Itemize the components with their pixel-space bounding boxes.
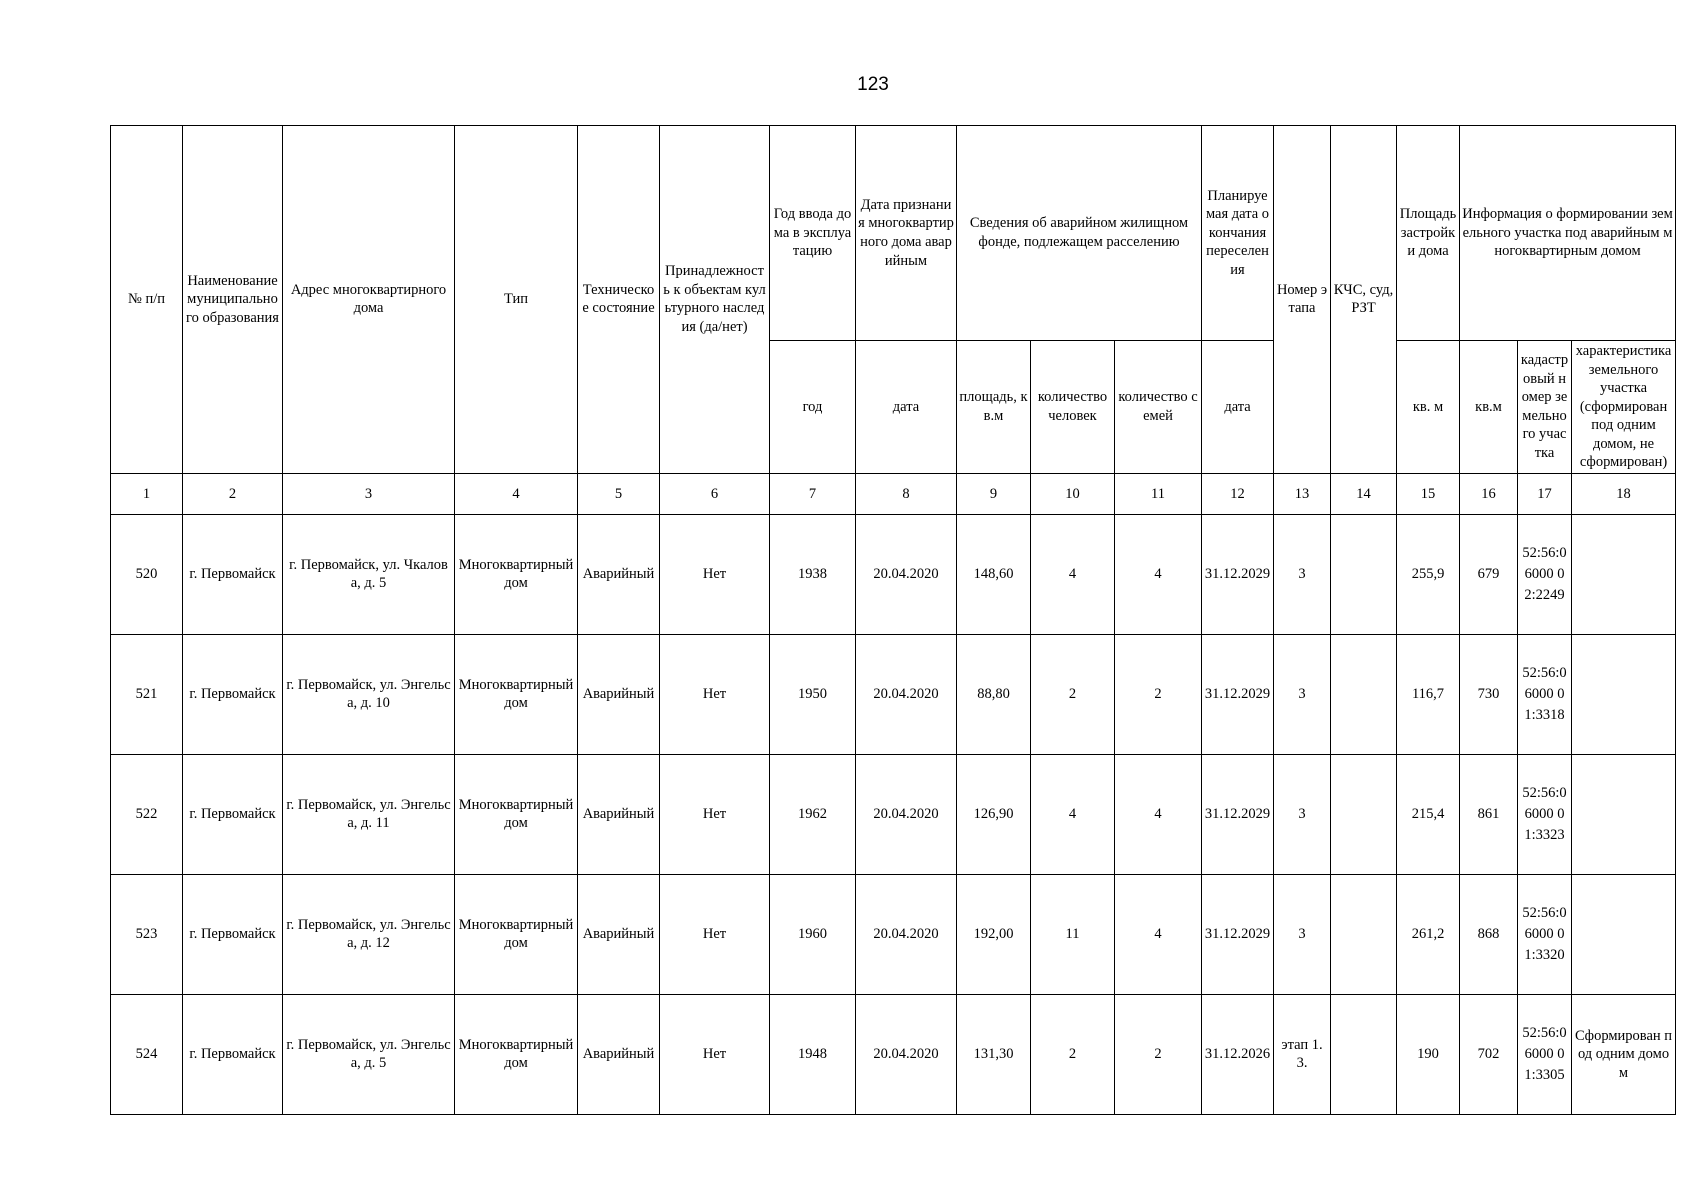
cell-kchs: [1331, 514, 1397, 634]
cell-stage: 3: [1274, 514, 1331, 634]
cell-state: Аварийный: [578, 994, 660, 1114]
cell-land-area: 679: [1460, 514, 1518, 634]
cell-date: 20.04.2020: [856, 514, 957, 634]
column-number: 17: [1518, 473, 1572, 514]
header-emergency-fund: Сведения об аварийном жилищном фонде, подлежащем расселению: [957, 126, 1202, 341]
cell-year: 1962: [770, 754, 856, 874]
cell-state: Аварийный: [578, 874, 660, 994]
cell-kchs: [1331, 874, 1397, 994]
cell-area: 126,90: [957, 754, 1031, 874]
cell-land-characteristic: [1572, 514, 1676, 634]
cell-address: г. Первомайск, ул. Чкалова, д. 5: [283, 514, 455, 634]
cell-address: г. Первомайск, ул. Энгельса, д. 5: [283, 994, 455, 1114]
column-number: 9: [957, 473, 1031, 514]
cell-build-area: 116,7: [1397, 634, 1460, 754]
subheader-land-area-unit: кв.м: [1460, 341, 1518, 474]
cell-kchs: [1331, 754, 1397, 874]
table-row: [111, 514, 1676, 634]
column-number: 11: [1115, 473, 1202, 514]
cell-heritage: Нет: [660, 634, 770, 754]
cell-people: 11: [1031, 874, 1115, 994]
cell-land-characteristic: [1572, 634, 1676, 754]
header-stage: Номер этапа: [1274, 126, 1331, 474]
cell-land-characteristic: [1572, 874, 1676, 994]
subheader-build-area-unit: кв. м: [1397, 341, 1460, 474]
cell-build-area: 190: [1397, 994, 1460, 1114]
cell-number: 520: [111, 514, 183, 634]
column-number: 7: [770, 473, 856, 514]
cell-number: 523: [111, 874, 183, 994]
cell-year: 1950: [770, 634, 856, 754]
column-number: 14: [1331, 473, 1397, 514]
table-row: [111, 754, 1676, 874]
header-kchs: КЧС, суд, РЗТ: [1331, 126, 1397, 474]
page-number: 123: [857, 74, 889, 95]
cell-municipality: г. Первомайск: [183, 994, 283, 1114]
cell-number: 524: [111, 994, 183, 1114]
header-heritage: Принадлежность к объектам культурного наследия (да/нет): [660, 126, 770, 474]
cell-heritage: Нет: [660, 754, 770, 874]
cell-date: 20.04.2020: [856, 754, 957, 874]
header-recognition-date: Дата признания многоквартирного дома аварийным: [856, 126, 957, 341]
cell-families: 4: [1115, 754, 1202, 874]
cell-municipality: г. Первомайск: [183, 874, 283, 994]
cell-area: 148,60: [957, 514, 1031, 634]
cell-cadastral: 52:56:06000 01:3323: [1518, 754, 1572, 874]
cell-kchs: [1331, 634, 1397, 754]
subheader-people: количество человек: [1031, 341, 1115, 474]
cell-families: 2: [1115, 994, 1202, 1114]
table-row: [111, 994, 1676, 1114]
cell-stage: 3: [1274, 874, 1331, 994]
cell-end-date: 31.12.2029: [1202, 874, 1274, 994]
cell-heritage: Нет: [660, 514, 770, 634]
cell-type: Многоквартирный дом: [455, 514, 578, 634]
cell-type: Многоквартирный дом: [455, 634, 578, 754]
cell-number: 522: [111, 754, 183, 874]
header-type: Тип: [455, 126, 578, 474]
cell-kchs: [1331, 994, 1397, 1114]
emergency-housing-table: [110, 125, 1676, 1115]
cell-number: 521: [111, 634, 183, 754]
cell-heritage: Нет: [660, 994, 770, 1114]
cell-land-characteristic: [1572, 754, 1676, 874]
column-number: 8: [856, 473, 957, 514]
cell-municipality: г. Первомайск: [183, 634, 283, 754]
cell-land-area: 730: [1460, 634, 1518, 754]
cell-cadastral: 52:56:06000 02:2249: [1518, 514, 1572, 634]
cell-end-date: 31.12.2029: [1202, 514, 1274, 634]
cell-type: Многоквартирный дом: [455, 994, 578, 1114]
cell-end-date: 31.12.2029: [1202, 754, 1274, 874]
column-number: 3: [283, 473, 455, 514]
subheader-year: год: [770, 341, 856, 474]
subheader-date: дата: [856, 341, 957, 474]
cell-municipality: г. Первомайск: [183, 754, 283, 874]
column-numbers-row: [111, 473, 1676, 514]
cell-people: 4: [1031, 754, 1115, 874]
cell-state: Аварийный: [578, 754, 660, 874]
header-number: № п/п: [111, 126, 183, 474]
cell-people: 2: [1031, 994, 1115, 1114]
cell-date: 20.04.2020: [856, 634, 957, 754]
column-number: 15: [1397, 473, 1460, 514]
cell-cadastral: 52:56:06000 01:3305: [1518, 994, 1572, 1114]
cell-area: 131,30: [957, 994, 1031, 1114]
column-number: 10: [1031, 473, 1115, 514]
cell-end-date: 31.12.2026: [1202, 994, 1274, 1114]
cell-date: 20.04.2020: [856, 994, 957, 1114]
column-number: 18: [1572, 473, 1676, 514]
cell-state: Аварийный: [578, 634, 660, 754]
column-number: 4: [455, 473, 578, 514]
cell-year: 1960: [770, 874, 856, 994]
cell-area: 88,80: [957, 634, 1031, 754]
cell-year: 1938: [770, 514, 856, 634]
cell-families: 2: [1115, 634, 1202, 754]
header-technical-state: Техническое состояние: [578, 126, 660, 474]
header-address: Адрес многоквартирного дома: [283, 126, 455, 474]
header-municipality: Наименование муниципального образования: [183, 126, 283, 474]
column-number: 16: [1460, 473, 1518, 514]
column-number: 12: [1202, 473, 1274, 514]
cell-people: 4: [1031, 514, 1115, 634]
cell-land-area: 861: [1460, 754, 1518, 874]
cell-stage: этап 1.3.: [1274, 994, 1331, 1114]
cell-cadastral: 52:56:06000 01:3318: [1518, 634, 1572, 754]
header-year: Год ввода дома в эксплуатацию: [770, 126, 856, 341]
subheader-families: количество семей: [1115, 341, 1202, 474]
column-number: 1: [111, 473, 183, 514]
cell-people: 2: [1031, 634, 1115, 754]
cell-stage: 3: [1274, 754, 1331, 874]
column-number: 5: [578, 473, 660, 514]
cell-type: Многоквартирный дом: [455, 874, 578, 994]
table-row: [111, 634, 1676, 754]
cell-cadastral: 52:56:06000 01:3320: [1518, 874, 1572, 994]
cell-families: 4: [1115, 514, 1202, 634]
cell-address: г. Первомайск, ул. Энгельса, д. 12: [283, 874, 455, 994]
header-land-info: Информация о формировании земельного участка под аварийным многоквартирным домом: [1460, 126, 1676, 341]
header-build-area: Площадь застройки дома: [1397, 126, 1460, 341]
cell-land-area: 702: [1460, 994, 1518, 1114]
cell-land-area: 868: [1460, 874, 1518, 994]
cell-end-date: 31.12.2029: [1202, 634, 1274, 754]
column-number: 2: [183, 473, 283, 514]
column-number: 13: [1274, 473, 1331, 514]
cell-stage: 3: [1274, 634, 1331, 754]
cell-year: 1948: [770, 994, 856, 1114]
subheader-area: площадь, кв.м: [957, 341, 1031, 474]
subheader-end-date: дата: [1202, 341, 1274, 474]
cell-state: Аварийный: [578, 514, 660, 634]
cell-municipality: г. Первомайск: [183, 514, 283, 634]
column-number: 6: [660, 473, 770, 514]
header-cadastral: кадастровый номер земельного участка: [1518, 341, 1572, 474]
table-row: [111, 874, 1676, 994]
cell-build-area: 215,4: [1397, 754, 1460, 874]
cell-address: г. Первомайск, ул. Энгельса, д. 10: [283, 634, 455, 754]
cell-heritage: Нет: [660, 874, 770, 994]
cell-area: 192,00: [957, 874, 1031, 994]
cell-date: 20.04.2020: [856, 874, 957, 994]
header-land-characteristic: характеристика земельного участка (сформирован под одним домом, не сформирован): [1572, 341, 1676, 474]
cell-type: Многоквартирный дом: [455, 754, 578, 874]
cell-land-characteristic: Сформирован под одним домом: [1572, 994, 1676, 1114]
cell-address: г. Первомайск, ул. Энгельса, д. 11: [283, 754, 455, 874]
cell-build-area: 255,9: [1397, 514, 1460, 634]
cell-build-area: 261,2: [1397, 874, 1460, 994]
header-planned-end: Планируемая дата окончания переселения: [1202, 126, 1274, 341]
cell-families: 4: [1115, 874, 1202, 994]
